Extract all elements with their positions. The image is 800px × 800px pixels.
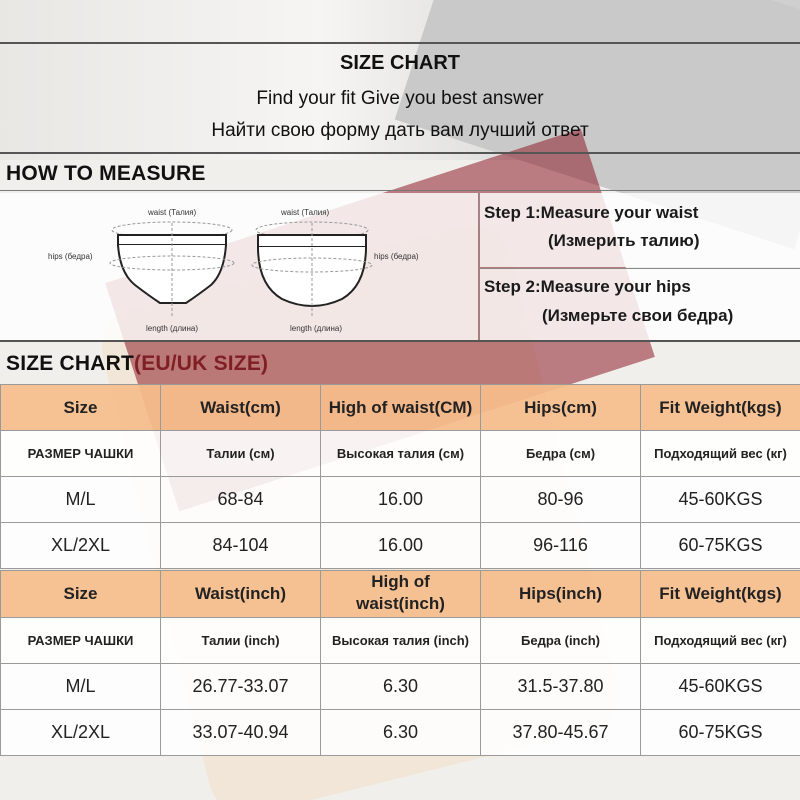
length-label-left: length (длина) bbox=[146, 324, 199, 333]
brief-back-illustration bbox=[252, 222, 372, 318]
page-title: SIZE CHART bbox=[340, 52, 460, 74]
length-label-right: length (длина) bbox=[290, 324, 343, 333]
step-2-text: Step 2:Measure your hips bbox=[484, 277, 691, 296]
measure-illustration bbox=[0, 193, 478, 340]
cell-waist: 26.77-33.07 bbox=[161, 664, 321, 710]
size-chart-title bbox=[6, 352, 268, 376]
size-table-inch bbox=[0, 570, 800, 756]
cell-high-waist: 16.00 bbox=[321, 523, 481, 569]
cell-size: M/L bbox=[1, 477, 161, 523]
divider bbox=[0, 340, 800, 342]
cell-hips: 37.80-45.67 bbox=[481, 710, 641, 756]
cell-hips: 31.5-37.80 bbox=[481, 664, 641, 710]
header-hips: Hips(cm) bbox=[481, 385, 641, 431]
header-ru-high-waist: Высокая талия (inch) bbox=[321, 618, 481, 664]
table-header-row bbox=[1, 385, 800, 431]
waist-label-right: waist (Талия) bbox=[281, 208, 330, 217]
table-row bbox=[1, 477, 800, 523]
header-waist: Waist(inch) bbox=[161, 571, 321, 618]
step-1-panel bbox=[480, 193, 800, 267]
header-waist: Waist(cm) bbox=[161, 385, 321, 431]
step-2-panel bbox=[480, 269, 800, 340]
cell-waist: 68-84 bbox=[161, 477, 321, 523]
waist-label-left: waist (Талия) bbox=[148, 208, 197, 217]
how-to-measure-title: HOW TO MEASURE bbox=[6, 162, 206, 185]
step-1-translation: (Измерить талию) bbox=[548, 231, 700, 250]
underwear-diagram bbox=[0, 193, 478, 340]
table-row bbox=[1, 664, 800, 710]
header-ru-hips: Бедра (см) bbox=[481, 431, 641, 477]
size-chart-title-main: SIZE CHART bbox=[6, 352, 134, 375]
cell-size: XL/2XL bbox=[1, 523, 161, 569]
header-high-waist bbox=[321, 571, 481, 618]
divider bbox=[478, 193, 479, 340]
brief-front-illustration bbox=[110, 222, 234, 318]
subtitle-ru: Найти свою форму дать вам лучший ответ bbox=[211, 120, 589, 141]
header-ru-high-waist: Высокая талия (см) bbox=[321, 431, 481, 477]
size-chart-title-region: (EU/UK SIZE) bbox=[134, 352, 269, 375]
header-weight: Fit Weight(kgs) bbox=[641, 571, 800, 618]
table-row bbox=[1, 523, 800, 569]
cell-high-waist: 6.30 bbox=[321, 664, 481, 710]
top-border bbox=[0, 42, 800, 44]
cell-hips: 80-96 bbox=[481, 477, 641, 523]
subtitle-en: Find your fit Give you best answer bbox=[256, 88, 544, 109]
table-header-ru-row bbox=[1, 431, 800, 477]
cell-weight: 45-60KGS bbox=[641, 477, 800, 523]
cell-size: XL/2XL bbox=[1, 710, 161, 756]
header-ru-size: РАЗМЕР ЧАШКИ bbox=[1, 618, 161, 664]
cell-high-waist: 6.30 bbox=[321, 710, 481, 756]
table-row bbox=[1, 710, 800, 756]
step-2-translation: (Измерьте свои бедра) bbox=[542, 306, 734, 325]
hips-label-right: hips (бедра) bbox=[374, 252, 419, 261]
cell-waist: 84-104 bbox=[161, 523, 321, 569]
size-table-cm bbox=[0, 384, 800, 569]
header-ru-size: РАЗМЕР ЧАШКИ bbox=[1, 431, 161, 477]
header-high-waist-label: High of waist(inch) bbox=[356, 572, 445, 613]
header-high-waist: High of waist(CM) bbox=[321, 385, 481, 431]
cell-weight: 45-60KGS bbox=[641, 664, 800, 710]
cell-hips: 96-116 bbox=[481, 523, 641, 569]
divider bbox=[0, 190, 800, 191]
header-ru-waist: Талии (см) bbox=[161, 431, 321, 477]
hips-label-left: hips (бедра) bbox=[48, 252, 93, 261]
header-ru-hips: Бедра (inch) bbox=[481, 618, 641, 664]
header-weight: Fit Weight(kgs) bbox=[641, 385, 800, 431]
header-ru-weight: Подходящий вес (кг) bbox=[641, 431, 800, 477]
header-size: Size bbox=[1, 571, 161, 618]
header-hips: Hips(inch) bbox=[481, 571, 641, 618]
header-ru-waist: Талии (inch) bbox=[161, 618, 321, 664]
cell-weight: 60-75KGS bbox=[641, 710, 800, 756]
table-header-ru-row bbox=[1, 618, 800, 664]
cell-weight: 60-75KGS bbox=[641, 523, 800, 569]
step-1-text: Step 1:Measure your waist bbox=[484, 203, 699, 222]
cell-waist: 33.07-40.94 bbox=[161, 710, 321, 756]
cell-high-waist: 16.00 bbox=[321, 477, 481, 523]
header-ru-weight: Подходящий вес (кг) bbox=[641, 618, 800, 664]
table-header-row bbox=[1, 571, 800, 618]
cell-size: M/L bbox=[1, 664, 161, 710]
divider bbox=[0, 152, 800, 154]
header-size: Size bbox=[1, 385, 161, 431]
